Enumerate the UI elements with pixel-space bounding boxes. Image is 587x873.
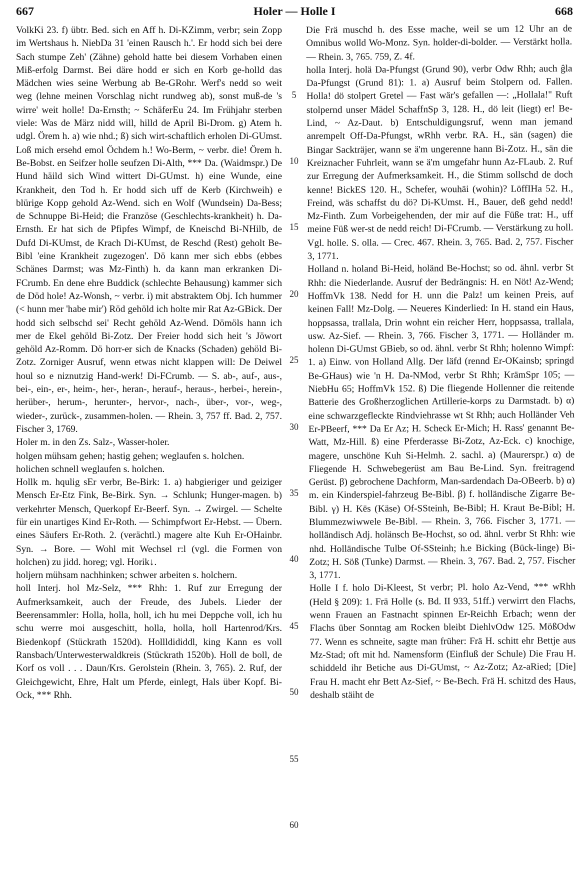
entry-holland: Holland n. holand Bi-Heid, holänd Be-Hochst; so od. ähnl. verbr St Rhh: die Niederlande. Ausruf der Bedrängnis: H. en Nöt! Az-Wend; HoffmVk 138. Nedd for H. unn die Palz! um keinen Preis, auf keinen Fall! Mz-Dolg. — Neueres Kinderlied: In H. stand ein Haus, hoppsassa, trallala, Drin wohnt ein reicher Herr, hoppsassa, trallala, usw. Az-Sief. — Rhein. 3, 766. Fischer 3, 1771. — Holländer m. holenn Di-GUmst GBieb, so od. ähnl. verbr St Rhh; holenno Wimpf: 1. a) Einw. von Holland Allg. Der läfd (rennd Er-OKainsb; springd Be-GHaus) wie 'n H. Da-NMod, verbr St Rhh; KrämSpr 105; — NiebHu 65; HoffmVk 152. ß) Die fliegende Hollenner die reitende Batterie des Großherzoglichen Artillerie-korps zu Darmstadt. b) α) eine schwarzgefleckte Rindviehrasse wt St Rhh; auch Holländer Veh Er-PBeerf, *** Da Er Az; H. Scheck Er-Mich; H. Rass' genannt Be-Watt, Mz-Hill. ß) eine Pferderasse Bi-Zotz, Az-Eck. c) knochige, magere, unschöne Kuh Si-Helmh. 2. sachl. a) (Maurerspr.) α) de Fliegende H. Schwebegerüst am Bau Be-Lind. Syn. freitragend Gerüst. β) gebrochene Dachform, Man-sardendach Da-OBeerb. b) α) m. ein Kinderspiel-fahrzeug Be-Bibl. β) f. holländische Zigarre Be-Bibl. γ) H. Kës (Käse) Of-SSteinh, Be-Bibl; H. Kraut Be-Bibl; H. Blummezwiwwele Be-Bibl. — Rhein. 3, 766. Fischer 3, 1771. — holländisch Adj. holänsch Be-Hochst, so od. ähnl. verbr St Rhh: wie nhd. Holländische Tulbe Of-SSteinh; h.e Bicking (Bück-linge) Bi-Zotz; H. Söß (Tunke) Darmst. — Rhein. 3, 767. Bad. 2, 757. Fischer 3, 1771. <box>307 262 576 582</box>
entry-holgen: holgen mühsam gehen; hastig gehen; weglaufen s. holchen. <box>16 450 245 462</box>
entry-holer: Holer m. in den Zs. Salz-, Wasser-holer. <box>16 437 170 449</box>
line-number: 35 <box>289 488 299 498</box>
page-number-right: 668 <box>555 4 573 18</box>
entry-holle-i: Holle I f. holo Di-Kleest, St verbr; Pl. holo Az-Vend, *** wRhh (Held § 209): 1. Frä Holle (s. Bd. II 933, 51ff.) verwirrt den Flachs, wenn Frauen an Fastnacht spinnen Er-Reichh Erbach; wenn der Flachs über Sonntag am Rocken bleibt DiehlvOdw 125. MößOdw 77. Wenn es schneite, sagte man früher: Frä H. schitt ehr Bettje aus Mz-Stad; oft mit hd. Namensform (Einfluß der Schule) Die Frau H. schiddeld ihr Betiche aus Di-GUmst, ~ Az-Zotz; Az-aRied; [Die] Frau H. macht ehr Bett Az-Sief, ~ Be-Bech. Frä H. schitzd des Haus, deshalb stäiht de <box>309 581 577 701</box>
entry-holen-continued: VolkKi 23. f) übtr. Bed. sich en Aff h. Di-KZimm, verbr; sein Zopp im Wertshaus h. NiebDa 31 'einen Rausch h.'. Er hodd sich bei dere Sach stumpe Zeh' (Zähne) gehold hatte bei diesem Vorhaben einen Miß-erfolg Darmst. Bei däre hodd er sich en Korb ge-holld das Mädchen wies seine Werbung ab Be-GRohr. Werf's nedd so weit weg (lehne meinen Vorschlag nicht rundweg ab), sonst muß-de 's wirre' weit holle! Da-Ernsth; ~ SchäferEu 24. Im Frühjahr sterben viele: Was de März nidd will, hilld de April Bi-Drom. g) Atem h. udgl. Örem h. a) wie nhd.; ß) sich wirt-schaftlich erholen Di-GUmst. Loß mich ersehd emol Öchdem h.! Wo-Berm, ~ verbr. die! Örem h. Be-Bobst. en Seifzer holle seufzen Di-Alth, *** Da. (Waidmspr.) De Hund häild sich Wind wittert Di-GUmst. h) eine Wunde, eine Krankheit, den Tod h. Er hodd sich uff de Kerb (Kirchweih) e blürige Kopp gehold Az-Wend. sich en Wolf (Wundsein) Da-Bess; de Schnuppe Bi-Heid; die Französe (Geschlechts-krankheit) h. Da-Ernsth. Er hat sich de Pfipfes Wimpf, de Kneischd Bi-NHilb, de Dufd Di-KUmst, de Krach Di-KUmst, de Reschd (Rest) geholt Be-Bibl 'eine Krankheit zugezogen'. Dö kann mer sich ebbs (ebbes Schänes Darmst; was Mz-Finth) h. da kann man erkranken Di-FCrumb. En dene ehre Buddick (schlechte Behausung) kammer sich de Död hole! Az-Wonsh, ~ verbr. i) mit abstraktem Obj. Ich hummer (< hunn mer 'habe mir') Röd gehöld ich holte mir Rat Az-GBick. Der hodd sich selbschd sei' Recht gehöld Az-Wend. Dömöls hann ich mer de Ekel gehöld Bi-Zotz. Der Freier hodd sich heit 's Jöwort gehöld Az-Romm. Dö horr-er sich de Knacks (Schaden) gehöld Bi-Zotz. Zorniger Ausruf, wenn etwas nicht klappen will: De Deiwel houl so e niznutzig Hand-werk! Di-FCrumb. — S. ab-, auf-, aus-, bei-, ein-, er-, heim-, her-, heran-, herauf-, heraus-, herbei-, herein-, herüber-, herum-, herunter-, hervor-, nach-, über-, vor-, weg-, wieder-, zurück-, zusammen-holen. — Rhein. 3, 757 ff. Bad. 2, 757. Fischer 3, 1769. <box>16 25 282 435</box>
page-number-left: 667 <box>16 4 34 18</box>
entry-holichen: holichen schnell weglaufen s. holchen. <box>16 463 165 475</box>
running-header <box>16 4 573 24</box>
header-title: Holer — Holle I <box>253 4 336 18</box>
entry-holjern: holjern mühsam nachhinken; schwer arbeiten s. holchern. <box>16 570 238 582</box>
entry-holl-continued: Die Frä muschd h. des Esse mache, weil se um 12 Uhr an de Omnibus wolld Wo-Monz. Syn. holder-di-bolder. — Verstärkt holla. — Rhein. 3, 765. 759, Z. 4f. <box>306 23 573 63</box>
entry-holl: holl Interj. hol Mz-Selz, *** Rhh: 1. Ruf zur Erregung der Aufmerksamkeit, auch der Freude, des Jubels. Lieder der Beerensammler: Holla, holla, holl, ich hu mei Deppche voll, ich hu schu werre moi ausgeschitt, holla, holla, holl Hartenrod/Krs. Biedenkopf (Stückrath 1520d). Hollldididdl, king Kann es voll Ransbach/Unterwesterwaldkreis (Stückrath 1520b). Holl de boll, de Korf os voll . . . Daun/Krs. Gerolstein (Rhein. 3, 765). 2. Ruf, der Gleichgewicht, Ehre, Halt um Pferde, einlegt, Hals über Kopf. Bi-Ock, *** Rhh. <box>16 583 282 701</box>
left-column <box>16 24 282 702</box>
line-number: 50 <box>289 687 299 697</box>
line-number: 30 <box>289 422 299 432</box>
line-number: 55 <box>289 754 299 764</box>
line-number: 60 <box>289 820 299 830</box>
line-number: 45 <box>289 621 299 631</box>
line-number: 10 <box>289 156 299 166</box>
entry-hollk: Hollk m. hqulig sEr verbr, Be-Birk: 1. a) habgieriger und geiziger Mensch Er-Etz Fink, Be-Birk. Syn. → Schlunk; Hunger-magen. b) verkehrter Mensch, Querkopf Er-Beerf. Syn. → Zwirgel. — Schelte für ein unartiges Kind Er-Roth. — Schimpfwort Er-Hebst. — Übern. eines Säufers Er-Roth. 2. (verächtl.) magere alte Kuh Er-OHainbr. Syn. → Bore. — Wohl mit Wechsel r:l (vgl. die Formen von holchen) zu jidd. horeg; vgl. Horik↓. <box>16 477 282 568</box>
line-number: 5 <box>291 90 297 100</box>
line-number: 40 <box>289 554 299 564</box>
right-column <box>306 22 576 702</box>
entry-holla: holla Interj. holä Da-Pfungst (Grund 90), verbr Odw Rhh; auch ĝla Da-Pfungst (Grund 81): 1. a) Ausruf beim Stolpern od. Fallen. Holla! dö stolpert Gretel — Fast wär's gefallen —: „Hollala!" Ruft stolpernd unser Mädel SchaffnSp 3, 128. H., dö leit (liegt) er! Be-Lind, ~ Az-Daut. b) Entschuldigungsruf, wenn man jemand anrempelt Off-Da-Pfungst, wRhh verbr. RA. H., sän (sagen) die Bingar Sackträjer, wann se ä'm ungerenne hann Bi-Zotz. H., sän die Kreiznacher Fuhrleit, wann se ä'm umgefahr hunn Az-FLaub. 2. Ruf zur Erregung der Aufmerksamkeit. H., die Stimm sollschd de doch kenne! BickES 120. H., Schefer, wouhäi (wohin)? LöffIHa 52. H., Freind, wäs schaffst du dö? Di-KUmst. H., Bauer, deß gehd nedd! Mz-Finth. Zum Vorbeigehenden, der mir auf die Füße trat: H., uff meine Füß wer-st de nedd reich! Di-FCrumb. — Verstärkung zu holl. Vgl. holle. S. olla. — Crec. 467. Rhein. 3, 765. Bad. 2, 757. Fischer 3, 1771. <box>306 63 574 263</box>
line-number: 15 <box>289 222 299 232</box>
line-number: 20 <box>289 289 299 299</box>
line-number: 25 <box>289 355 299 365</box>
